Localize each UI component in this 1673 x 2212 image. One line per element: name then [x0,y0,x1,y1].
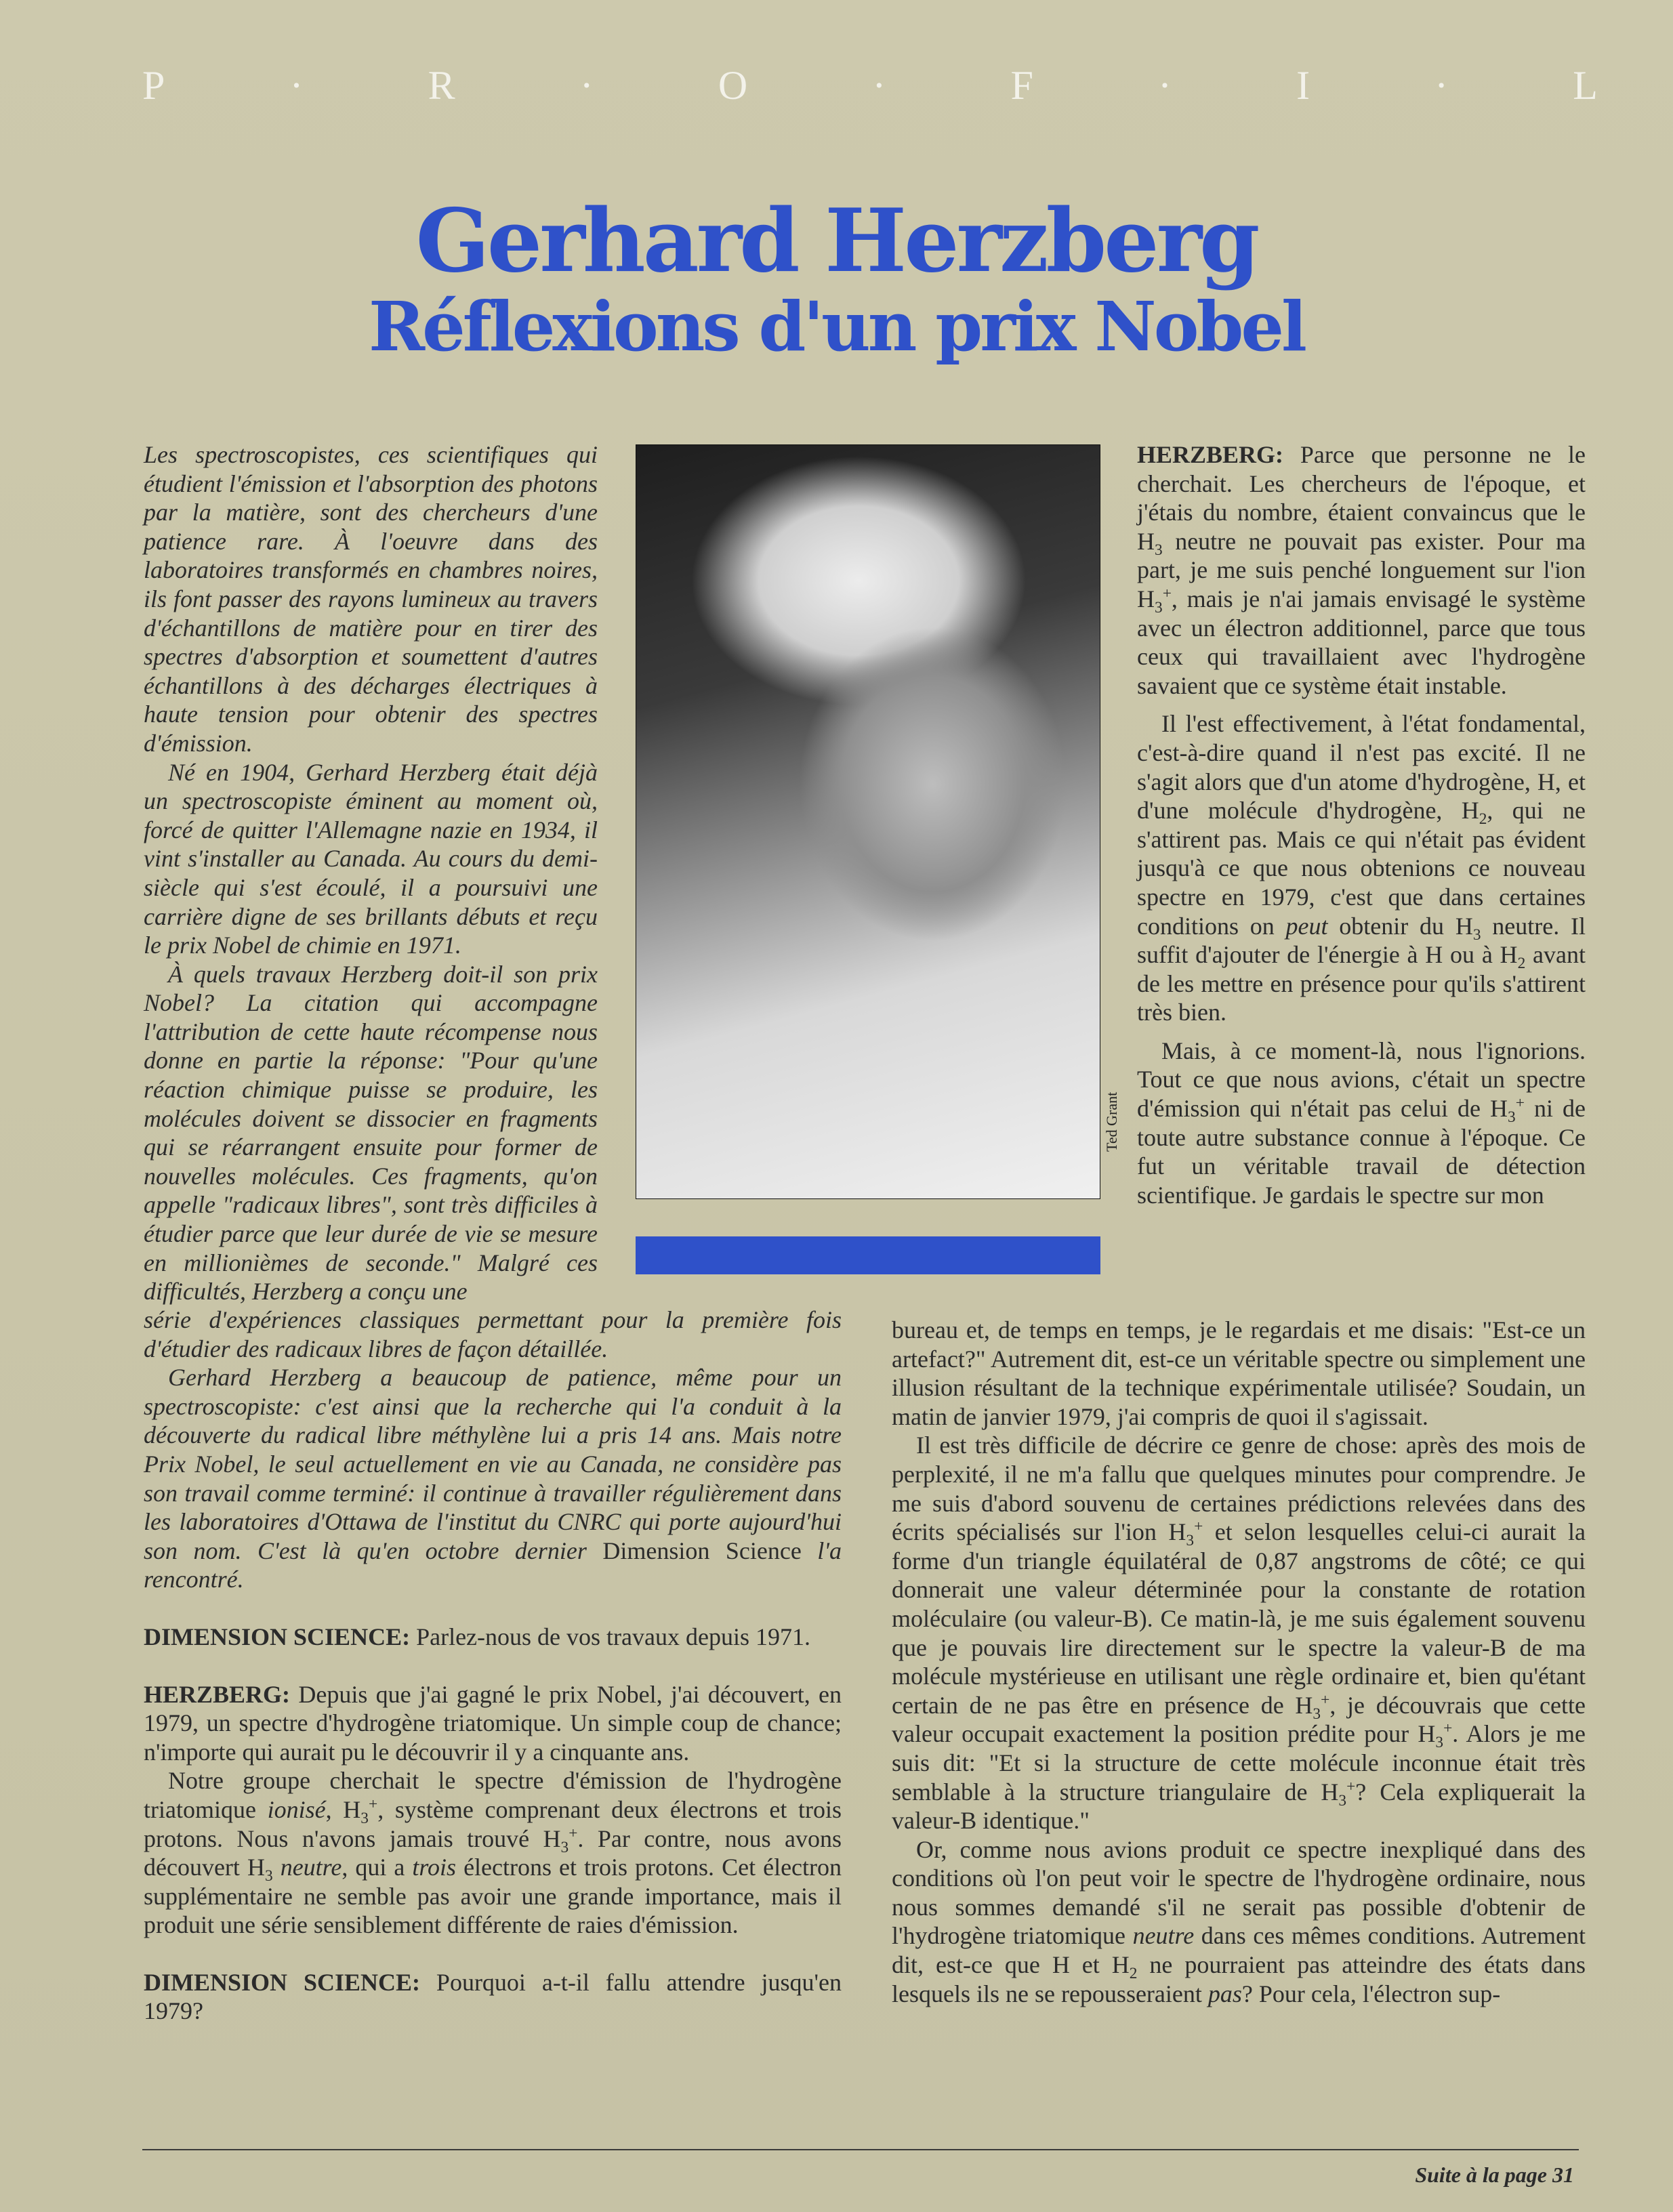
intro-column [144,440,598,1306]
section-dot: · [1434,63,1450,108]
subscript: 3 [1435,1734,1444,1752]
text: ne pourraient pas atteindre des états dans lesquels ils ne se repousseraient [892,1951,1586,2007]
question-1 [144,1623,842,1652]
question-text: Parlez-nous de vos travaux depuis 1971. [410,1623,810,1650]
intro-paragraph-3: À quels travaux Herzberg doit-il son prix Nobel? La citation qui accompagne l'attribution de cette haute récompense nous donne en partie la réponse: "Pour qu'une réaction chimique puisse se produire, les molécules doivent se dissocier en fragments qui se réarrangent ensuite pour former de nouvelles molécules. Ces fragments, qu'on appelle "radicaux libres", sont très difficiles à étudier parce que leur durée de vie se mesure en millionièmes de seconde." Malgré ces difficultés, Herzberg a conçu une [144,960,598,1306]
text: . Alors je me suis dit: "Et si la structure de cette molécule inconnue était très semblable à la structure triangulaire de H [892,1720,1586,1806]
text: ni de toute autre substance connue à l'époque. Ce fut un véritable travail de détection scientifique. Je gardais le spectre sur mon [1137,1095,1586,1209]
subscript: 3 [1472,925,1481,944]
speaker-label: DIMENSION SCIENCE: [144,1968,420,1996]
photo-credit: Ted Grant [1103,1091,1120,1152]
section-letter: L [1573,63,1599,108]
superscript: + [369,1795,378,1813]
text: obtenir du H [1327,912,1473,940]
subscript: 2 [1479,810,1487,829]
superscript: + [1515,1094,1525,1112]
section-letter: R [428,63,457,108]
superscript: + [1443,1719,1453,1738]
text: et selon lesquelles celui-ci aurait la forme d'un triangle équilatéral de 0,87 angstroms de côté; ce qui donnerait une valeur déterminée pour la constante de rotation moléculaire (ou valeur-B). Ce matin-là, je me suis également souvenu que je pouvais lire directement sur le spectre la valeur-B de ma molécule mystérieuse en utilisant une règle ordinaire et, bien qu'étant certain de ne pas être en présence de H [892,1518,1586,1719]
section-letter: F [1010,63,1035,108]
text: ? Pour cela, l'électron sup- [1241,1980,1501,2007]
question-2 [144,1968,842,2026]
text: , système comprenant deux électrons et trois protons. Nous n'avons jamais trouvé H [144,1795,842,1852]
section-dot: · [1157,63,1173,108]
emphasis: peut [1285,912,1328,940]
intro-p4-text: Gerhard Herzberg a beaucoup de patience, même pour un spectroscopiste: c'est ainsi que la recherche qui l'a conduit à la découverte du radical libre méthylène lui a pris 14 ans. Mais notre Prix Nobel, le seul actuellement en vie au Canada, ne considère pas son travail comme terminé: il continue à travailler régulièrement dans les laboratoires d'Ottawa de l'institut du CNRC qui porte aujourd'hui son nom. C'est là qu'en octobre dernier [144,1364,842,1564]
text: , H [325,1795,361,1823]
intro-p4-end: l'a rencontré. [144,1537,842,1593]
portrait-photo [636,444,1100,1199]
text: Or, comme nous avions produit ce spectre inexpliqué dans des conditions où l'on peut voir le spectre de l'hydrogène ordinaire, nous nous sommes demandé s'il ne serait pas possible d'obtenir de l'hydrogène triatomique [892,1835,1586,1950]
emphasis: pas [1207,1980,1242,2007]
subscript: 3 [1155,541,1163,559]
text: , qui ne s'attirent pas. Mais ce qui n'était pas évident jusqu'à ce que nous obtenions ce nouveau spectre en 1979, c'est que dans certaines conditions on [1137,797,1586,940]
subscript: 2 [1517,955,1526,973]
text: ? Cela expliquerait la valeur-B identique." [892,1778,1586,1835]
text: dans ces mêmes conditions. Autrement dit, est-ce que H et H [892,1922,1586,1979]
subscript: 3 [1155,599,1163,617]
answer-2-paragraph-3-continued: bureau et, de temps en temps, je le regardais et me disais: "Est-ce un artefact?" Autrement dit, est-ce un véritable spectre ou simplement une illusion résultant de la technique expérimentale utilisée? Soudain, un matin de janvier 1979, j'ai compris de quoi il s'agissait. [892,1316,1586,1430]
answer-2-paragraph-3 [1137,1037,1586,1210]
intro-paragraph-3-continued: série d'expériences classiques permettant pour la première fois d'étudier des radicaux libres de façon détaillée. [144,1306,842,1362]
subscript: 3 [1313,1705,1321,1723]
right-column-upper [1137,440,1586,1209]
section-dot: · [579,63,595,108]
text: Parce que personne ne le cherchait. Les chercheurs de l'époque, et j'étais du nombre, étaient convaincus que le H [1137,441,1586,555]
footer-rule [142,2149,1579,2150]
article-subtitle: Réflexions d'un prix Nobel [369,287,1304,367]
right-column-lower [892,1316,1586,2008]
speaker-label: DIMENSION SCIENCE: [144,1623,411,1650]
answer-2-paragraph-4 [892,1431,1586,1835]
section-letter: P [142,63,167,108]
section-dot: · [289,63,305,108]
superscript: + [1162,584,1172,602]
magazine-name: Dimension Science [602,1537,802,1564]
emphasis: ionisé [267,1795,326,1823]
intro-paragraph-4 [144,1363,842,1594]
superscript: + [569,1824,578,1842]
superscript: + [1321,1690,1330,1709]
text: neutre. Il suffit d'ajouter de l'énergie à H ou à H [1137,912,1586,969]
text: avant de les mettre en présence pour qu'ils s'attirent très bien. [1137,941,1586,1026]
subscript: 3 [360,1810,369,1828]
section-letter: O [718,63,749,108]
subscript: 3 [1186,1532,1195,1550]
speaker-label: HERZBERG: [144,1680,291,1708]
intro-paragraph-2: Né en 1904, Gerhard Herzberg était déjà un spectroscopiste éminent au moment où, forcé de quitter l'Allemagne nazie en 1934, il vint s'installer au Canada. Au cours du demi-siècle qui s'est écoulé, il a poursuivi une carrière digne de ses brillants débuts et reçu le prix Nobel de chimie en 1971. [144,758,598,959]
emphasis: neutre [1132,1922,1195,1950]
emphasis: neutre [280,1854,342,1881]
text: , mais je n'ai jamais envisagé le système avec un électron additionnel, parce que tous ceux qui travaillaient avec l'hydrogène savaient que ce système était instable. [1137,585,1586,699]
answer-2 [1137,440,1586,700]
subscript: 3 [1508,1108,1516,1127]
text: . Par contre, nous avons découvert H [144,1824,842,1881]
subscript: 2 [1129,1965,1138,1983]
text: Il l'est effectivement, à l'état fondamental, c'est-à-dire quand il n'est pas excité. Il ne s'agit alors que d'un atome d'hydrogène, H, et d'une molécule d'hydrogène, H [1137,710,1586,825]
text: électrons et trois protons. Cet électron supplémentaire ne semble pas avoir une grande importance, mais il produit une série sensiblement différente de raies d'émission. [144,1854,842,1939]
intro-paragraph-1: Les spectroscopistes, ces scientifiques qui étudient l'émission et l'absorption des photons par la matière, sont des chercheurs d'une patience rare. À l'oeuvre dans des laboratoires transformés en chambres noires, ils font passer des rayons lumineux au travers d'échantillons de matière pour en tirer des spectres d'absorption et soumettent d'autres échantillons à des décharges électriques à haute tension pour obtenir des spectres d'émission. [144,441,598,757]
text: Il est très difficile de décrire ce genre de chose: après des mois de perplexité, il ne m'a fallu que quelques minutes pour comprendre. Je me suis d'abord souvenu de certaines prédictions relevées dans des écrits spécialisés sur l'ion H [892,1432,1586,1546]
section-dot: · [872,63,888,108]
emphasis: trois [412,1854,457,1881]
continued-on-page[interactable]: Suite à la page 31 [1415,2163,1574,2187]
article-title: Gerhard Herzberg [415,190,1258,292]
text: Notre groupe cherchait le spectre d'émission de l'hydrogène triatomique [144,1767,842,1823]
answer-text: Depuis que j'ai gagné le prix Nobel, j'ai découvert, en 1979, un spectre d'hydrogène triatomique. Un simple coup de chance; n'importe qui aurait pu le découvrir il y a cinquante ans. [144,1680,842,1766]
speaker-label: HERZBERG: [1137,441,1284,468]
answer-2-paragraph-5 [892,1835,1586,2009]
subscript: 3 [560,1838,569,1856]
question-text: Pourquoi a-t-il fallu attendre jusqu'en 1979? [144,1968,842,2025]
superscript: + [1194,1518,1203,1536]
section-letter: I [1296,63,1312,108]
subscript: 3 [1338,1791,1347,1810]
decorative-blue-bar [636,1236,1100,1274]
answer-1 [144,1680,842,1767]
left-column-lower [144,1306,842,2026]
answer-1-paragraph-2 [144,1766,842,1940]
answer-2-paragraph-2 [1137,709,1586,1027]
subscript: 3 [264,1867,273,1885]
text: , qui a [342,1854,413,1881]
text: Mais, à ce moment-là, nous l'ignorions. Tout ce que nous avions, c'était un spectre d'émission qui n'était pas celui de H [1137,1037,1586,1123]
text: neutre ne pouvait pas exister. Pour ma part, je me suis penché longuement sur l'ion H [1137,527,1586,612]
section-label-profil [142,62,1599,109]
superscript: + [1346,1777,1356,1795]
text: , je découvrais que cette valeur occupait exactement la position prédite pour H [892,1691,1586,1748]
